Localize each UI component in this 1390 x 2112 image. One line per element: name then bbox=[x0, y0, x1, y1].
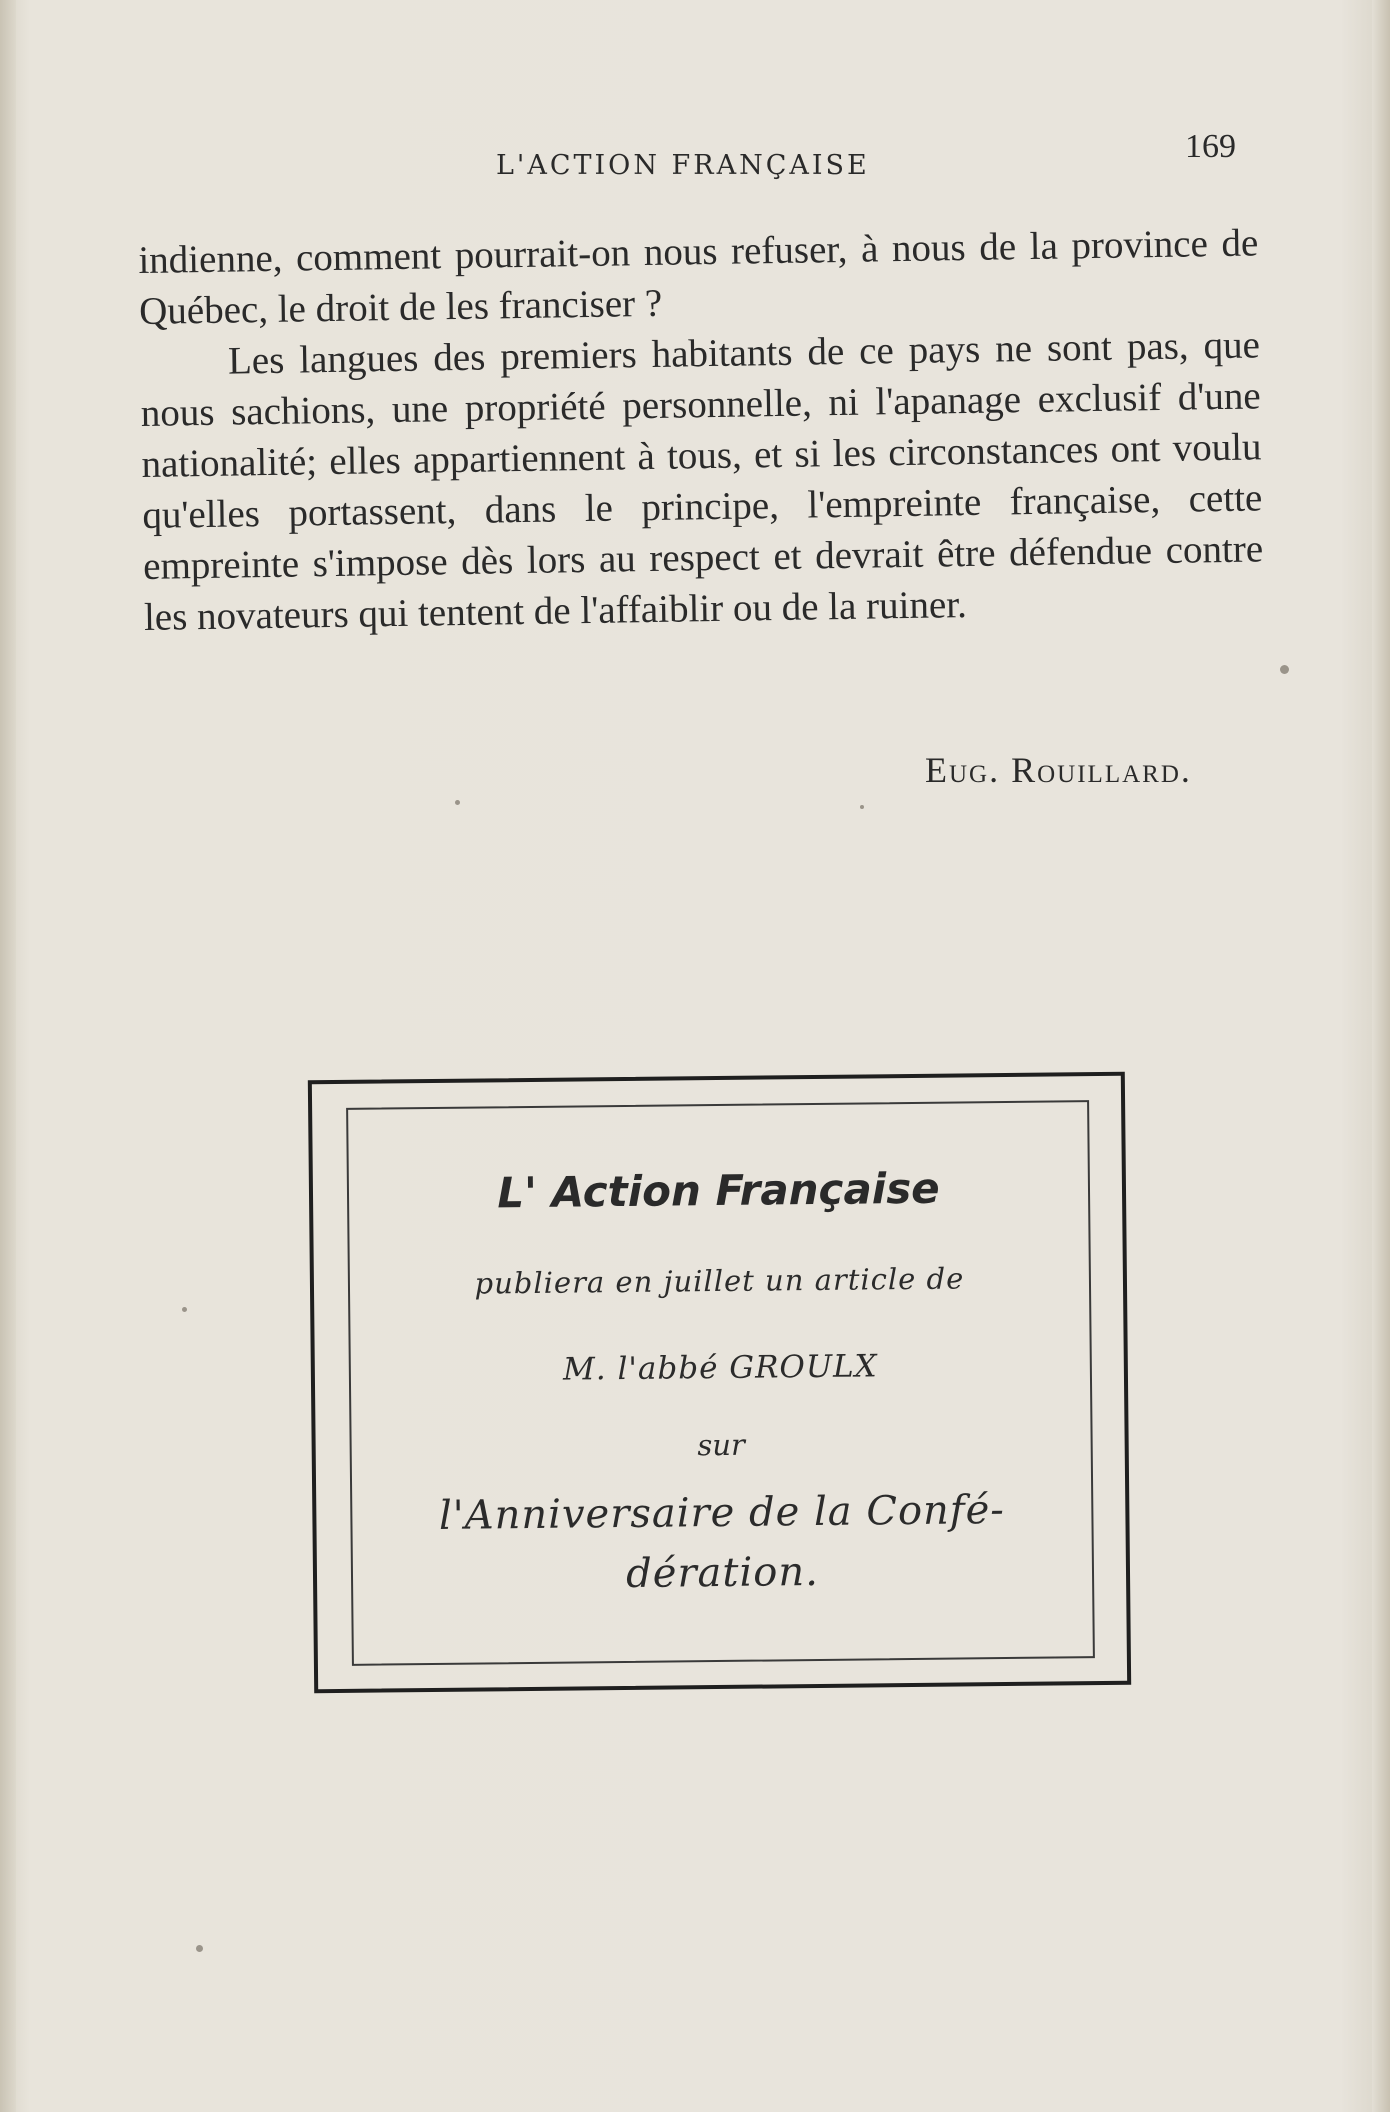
running-head: L'ACTION FRANÇAISE bbox=[496, 150, 870, 181]
announcement-line-1: publiera en juillet un article de bbox=[474, 1261, 965, 1301]
page-left-edge bbox=[0, 0, 16, 2112]
page-number: 169 bbox=[1185, 128, 1236, 165]
announcement-inner-frame bbox=[346, 1100, 1095, 1666]
paper-speck bbox=[182, 1307, 187, 1312]
announcement-box bbox=[308, 1072, 1131, 1694]
announcement-line-sur: sur bbox=[697, 1427, 746, 1463]
author-signature: Eug. Rouillard. bbox=[925, 750, 1192, 790]
announcement-subject-2: dération. bbox=[625, 1548, 820, 1597]
paper-speck bbox=[196, 1945, 203, 1952]
paper-speck bbox=[1280, 665, 1289, 674]
announcement-title: L' Action Française bbox=[497, 1163, 940, 1218]
article-body bbox=[138, 217, 1264, 643]
announcement-subject-1: l'Anniversaire de la Confé- bbox=[438, 1487, 1006, 1539]
paper-speck bbox=[455, 800, 460, 805]
page-right-edge bbox=[1372, 0, 1390, 2112]
announcement-author: M. l'abbé GROULX bbox=[562, 1348, 878, 1388]
paragraph-1: indienne, comment pourrait-on nous refuser, à nous de la province de Québec, le droit de les franciser ? bbox=[138, 221, 1259, 333]
paper-speck bbox=[860, 805, 864, 809]
paragraph-2: Les langues des premiers habitants de ce pays ne sont pas, que nous sachions, une propriété personnelle, ni l'apanage exclusif d'une nationalité; elles appartiennent à tous, et si les circonstances ont voulu qu'elles portassent, dans le principe, l'empreinte française, cette empreinte s'impose dès lors au respect et devrait être défendue contre les novateurs qui tentent de l'affaiblir ou de la ruiner. bbox=[140, 323, 1264, 639]
